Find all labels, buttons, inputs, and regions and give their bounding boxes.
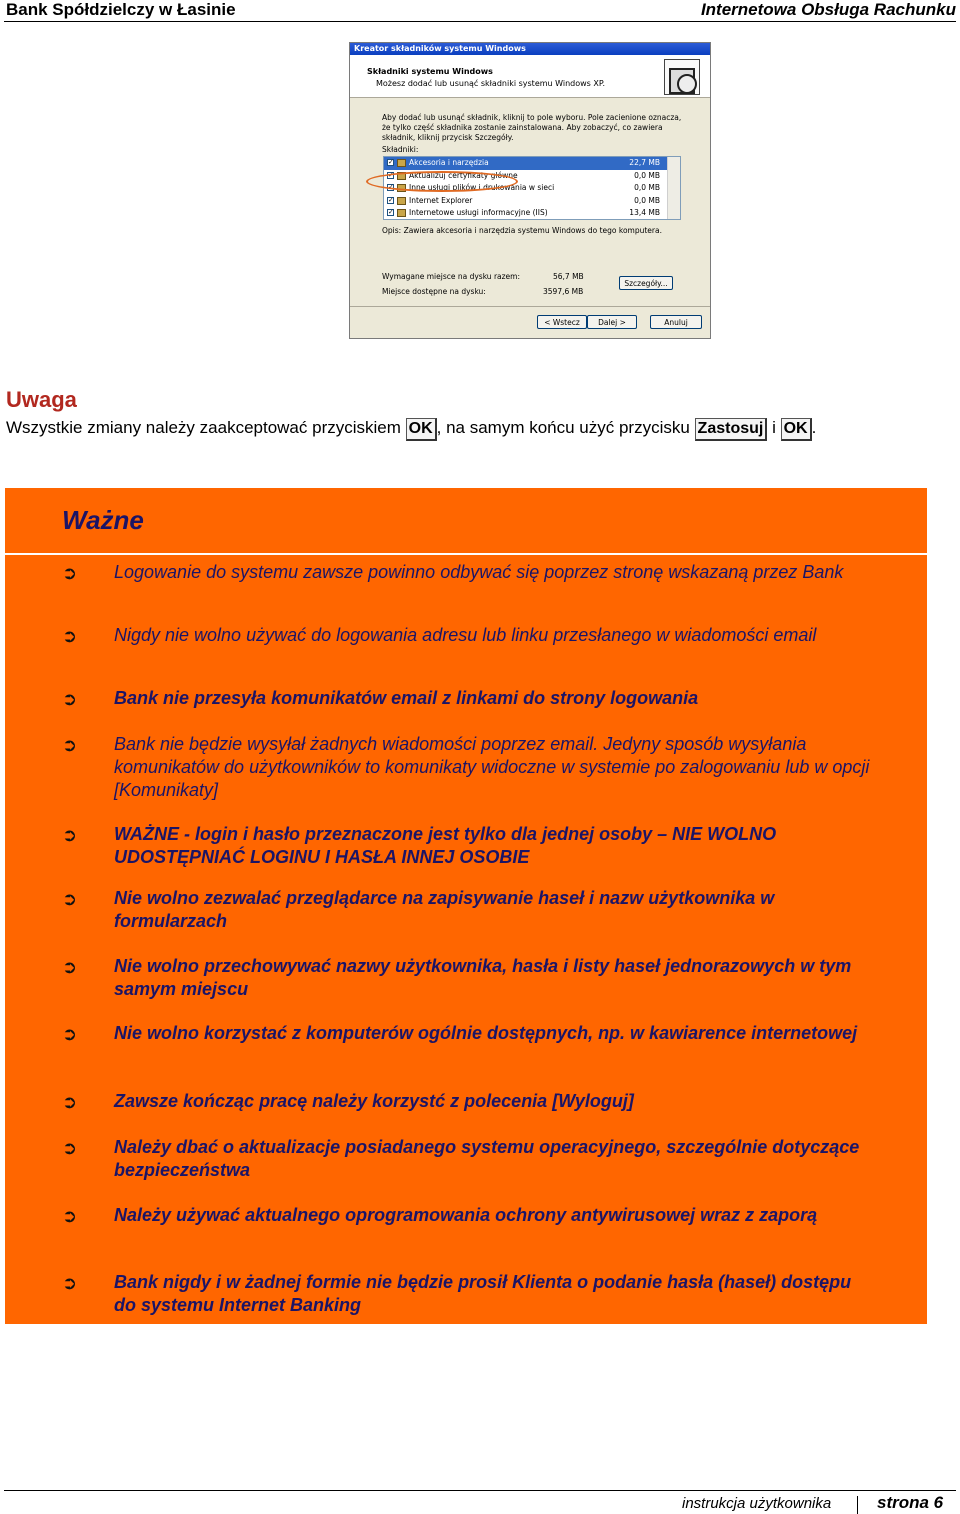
header-bank-name: Bank Spółdzielczy w Łasinie <box>6 0 236 19</box>
arrow-right-circle-icon: ➲ <box>62 825 78 846</box>
important-item-text: Bank nie przesyła komunikatów email z linkami do strony logowania <box>114 688 699 708</box>
important-divider <box>5 553 927 555</box>
components-label: Składniki: <box>382 145 419 154</box>
dialog-separator <box>350 306 710 307</box>
important-item-text: Zawsze kończąc pracę należy korzystć z polecenia [Wyloguj] <box>114 1091 634 1111</box>
dialog-heading: Składniki systemu Windows <box>367 67 493 76</box>
required-space-label: Wymagane miejsce na dysku razem: <box>382 272 521 281</box>
note-text-part: i <box>767 418 781 437</box>
dialog-intro: Aby dodać lub usunąć składnik, kliknij to pole wyboru. Pole zacienione oznacza, że tylko część składnika zostanie zainstalowana. Aby zobaczyć, co zawiera składnik, kliknij przycisk Szczegóły. <box>382 113 682 142</box>
important-item-text: Bank nigdy i w żadnej formie nie będzie prosił Klienta o podanie hasła (haseł) dostępu do systemu Internet Banking <box>114 1272 852 1315</box>
header-divider <box>4 21 956 22</box>
header-service-name: Internetowa Obsługa Rachunku <box>700 0 956 19</box>
footer-divider <box>4 1490 956 1491</box>
arrow-right-circle-icon: ➲ <box>62 1092 78 1113</box>
arrow-right-circle-icon: ➲ <box>62 735 78 756</box>
important-item-text: Nie wolno zezwalać przeglądarce na zapisywanie haseł i nazw użytkownika w formularzach <box>114 888 775 931</box>
important-item-text: Bank nie będzie wysyłał żadnych wiadomości poprzez email. Jedyny sposób wysyłania komunikatów do użytkowników to komunikaty widoczne w systemie po zalogowaniu lub w opcji [Komunikaty] <box>114 734 870 800</box>
note-text <box>6 418 816 441</box>
free-space-value: 3597,6 MB <box>543 287 584 296</box>
apply-key: Zastosuj <box>695 418 768 441</box>
component-row[interactable] <box>384 207 680 220</box>
note-text-part: , na samym końcu użyć przycisku <box>436 418 695 437</box>
component-row[interactable] <box>384 195 680 208</box>
components-scrollbar[interactable] <box>667 157 680 219</box>
important-item-text: Logowanie do systemu zawsze powinno odbywać się poprzez stronę wskazaną przez Bank <box>114 562 844 582</box>
footer-doc-name: instrukcja użytkownika <box>682 1495 832 1512</box>
details-button[interactable]: Szczegóły... <box>619 276 673 290</box>
folder-icon <box>397 159 406 167</box>
component-size: 0,0 MB <box>634 195 660 205</box>
component-name: Aktualizuj certyfikaty główne <box>409 170 518 180</box>
ok-key: OK <box>406 418 437 441</box>
important-item-text: Nigdy nie wolno używać do logowania adresu lub linku przesłanego w wiadomości email <box>114 625 817 645</box>
cancel-button[interactable]: Anuluj <box>650 315 702 329</box>
footer-separator <box>857 1496 858 1514</box>
component-size: 0,0 MB <box>634 170 660 180</box>
dialog-subheading: Możesz dodać lub usunąć składniki systemu Windows XP. <box>376 79 605 88</box>
arrow-right-circle-icon: ➲ <box>62 1138 78 1159</box>
required-space-value: 56,7 MB <box>553 272 584 281</box>
checkbox[interactable] <box>387 159 394 166</box>
free-space-label: Miejsce dostępne na dysku: <box>382 287 486 296</box>
dialog-title: Kreator składników systemu Windows <box>350 43 710 55</box>
component-row[interactable] <box>384 157 680 170</box>
important-item-text: Nie wolno przechowywać nazwy użytkownika, hasła i listy haseł jednorazowych w tym samym miejscu <box>114 956 852 999</box>
component-size: 22,7 MB <box>629 158 660 167</box>
dialog-header <box>350 55 710 98</box>
arrow-right-circle-icon: ➲ <box>62 1024 78 1045</box>
note-text-part: Wszystkie zmiany należy zaakceptować przyciskiem <box>6 418 406 437</box>
arrow-right-circle-icon: ➲ <box>62 889 78 910</box>
component-name: Internetowe usługi informacyjne (IIS) <box>409 208 548 217</box>
checkbox[interactable] <box>387 209 394 216</box>
component-size: 0,0 MB <box>634 183 660 192</box>
component-name: Akcesoria i narzędzia <box>409 158 489 167</box>
important-item-text: WAŻNE - login i hasło przeznaczone jest tylko dla jednej osoby – NIE WOLNO UDOSTĘPNIAĆ LOGINU I HASŁA INNEJ OSOBIE <box>114 824 777 867</box>
footer-page-number: strona 6 <box>877 1493 944 1512</box>
arrow-right-circle-icon: ➲ <box>62 626 78 647</box>
internet-explorer-icon <box>397 197 406 205</box>
ok-key: OK <box>781 418 812 441</box>
component-name: Internet Explorer <box>409 195 473 205</box>
important-item-text: Należy używać aktualnego oprogramowania ochrony antywirusowej wraz z zaporą <box>114 1205 818 1225</box>
next-button[interactable]: Dalej > <box>587 315 637 329</box>
component-name: Inne usługi plików i drukowania w sieci <box>409 183 555 192</box>
important-item-text: Nie wolno korzystać z komputerów ogólnie dostępnych, np. w kawiarence internetowej <box>114 1023 858 1043</box>
arrow-right-circle-icon: ➲ <box>62 689 78 710</box>
important-item-text: Należy dbać o aktualizacje posiadanego systemu operacyjnego, szczególnie dotyczące bezpieczeństwa <box>114 1137 860 1180</box>
setup-box-icon <box>664 59 700 95</box>
server-icon <box>397 209 406 217</box>
checkbox[interactable] <box>387 197 394 204</box>
arrow-right-circle-icon: ➲ <box>62 1273 78 1294</box>
important-title: Ważne <box>62 505 144 535</box>
note-title: Uwaga <box>6 387 77 412</box>
component-size: 13,4 MB <box>629 208 660 217</box>
component-description: Opis: Zawiera akcesoria i narzędzia systemu Windows do tego komputera. <box>382 226 662 235</box>
note-text-part: . <box>811 418 817 437</box>
back-button[interactable]: < Wstecz <box>537 315 587 329</box>
arrow-right-circle-icon: ➲ <box>62 1206 78 1227</box>
arrow-right-circle-icon: ➲ <box>62 563 78 584</box>
highlight-ellipse <box>366 171 518 192</box>
arrow-right-circle-icon: ➲ <box>62 957 78 978</box>
